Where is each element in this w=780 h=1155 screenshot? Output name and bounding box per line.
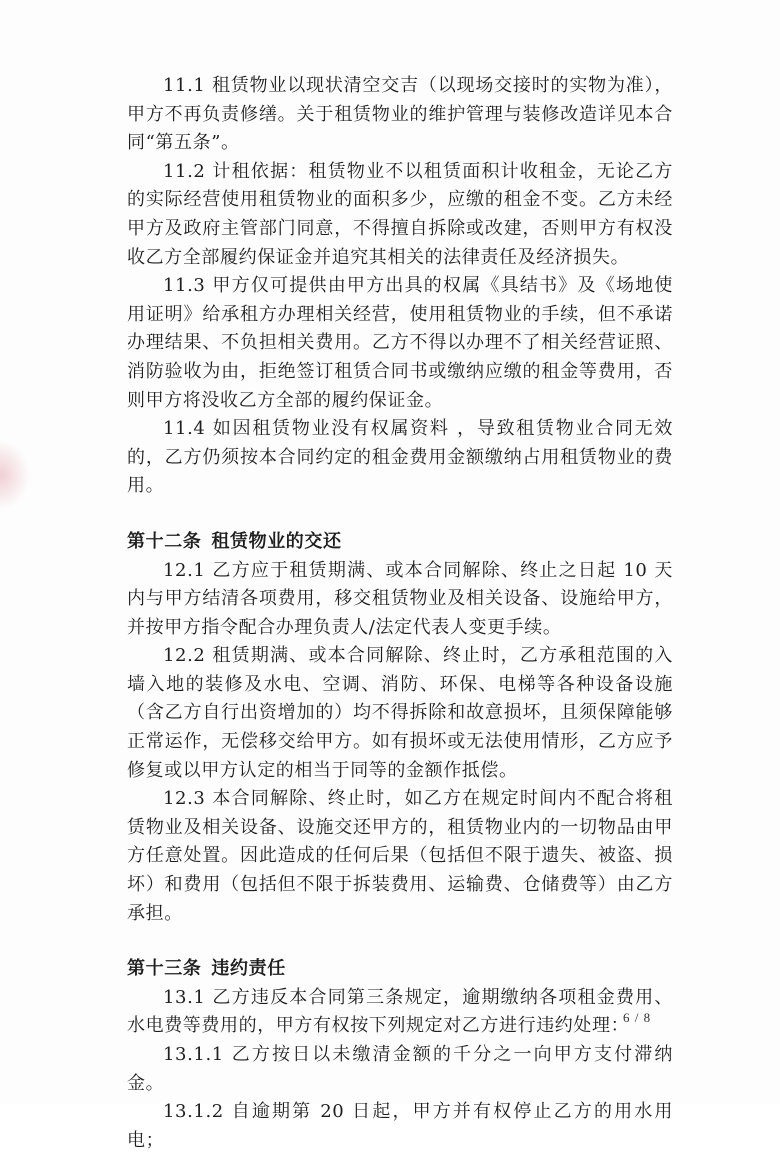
clause-12-2: 12.2 租赁期满、或本合同解除、终止时，乙方承租范围的入墙入地的装修及水电、空调、消防、环保、电梯等各种设备设施（含乙方自行出资增加的）均不得拆除和故意损坏，且须保障能够正常运作，无偿移交给甲方。如有损坏或无法使用情形，乙方应予修复或以甲方认定的相当于同等的金额作抵偿。 xyxy=(127,645,673,781)
clause-13-1: 13.1 乙方违反本合同第三条规定，逾期缴纳各项租金费用、水电费等费用的，甲方有权按下列规定对乙方进行违约处理： xyxy=(127,986,673,1037)
clause-13-1-1: 13.1.1 乙方按日以未缴清金额的千分之一向甲方支付滞纳金。 xyxy=(127,1044,673,1094)
clause-11-1: 11.1 租赁物业以现状清空交吉（以现场交接时的实物为准），甲方不再负责修缮。关于租赁物业的维护管理与装修改造详见本合同“第五条”。 xyxy=(127,75,673,154)
clause-13-1-2: 13.1.2 自逾期第 20 日起，甲方并有权停止乙方的用水用电； xyxy=(127,1101,673,1151)
section-12-heading xyxy=(127,528,673,557)
section-gap xyxy=(127,928,673,955)
section-13-title: 违约责任 xyxy=(211,958,286,980)
clause-11-4: 11.4 如因租赁物业没有权属资料 ，导致租赁物业合同无效的，乙方仍须按本合同约定的租金费用金额缴纳占用租赁物业的费用。 xyxy=(127,418,673,497)
clause-12-3: 12.3 本合同解除、终止时，如乙方在规定时间内不配合将租赁物业及相关设备、设施交还甲方的，租赁物业内的一切物品由甲方任意处置。因此造成的任何后果（包括但不限于遗失、被盗、损坏）和费用（包括但不限于拆装费用、运输费、仓储费等）由乙方承担。 xyxy=(127,788,673,924)
section-13-heading xyxy=(127,955,673,984)
clause-11-2: 11.2 计租依据：租赁物业不以租赁面积计收租金，无论乙方的实际经营使用租赁物业的面积多少，应缴的租金不变。乙方未经甲方及政府主管部门同意，不得擅自拆除或改建，否则甲方有权没收乙方全部履约保证金并追究其相关的法律责任及经济损失。 xyxy=(127,160,673,268)
seal-stamp-edge xyxy=(0,440,30,510)
clause-11-3: 11.3 甲方仅可提供由甲方出具的权属《具结书》及《场地使用证明》给承租方办理相关经营，使用租赁物业的手续，但不承诺办理结果、不负担相关费用。乙方不得以办理不了相关经营证照、消防验收为由，拒绝签订租赁合同书或缴纳应缴的租金等费用，否则甲方将没收乙方全部的履约保证金。 xyxy=(127,275,673,411)
clause-12-1: 12.1 乙方应于租赁期满、或本合同解除、终止之日起 10 天内与甲方结清各项费用，移交租赁物业及相关设备、设施给甲方，并按甲方指令配合办理负责人/法定代表人变更手续。 xyxy=(127,559,673,638)
section-12-title: 租赁物业的交还 xyxy=(211,530,342,552)
document-body xyxy=(127,72,673,1155)
section-gap xyxy=(127,501,673,528)
page-number: 6 / 8 xyxy=(623,1010,652,1025)
section-12-number: 第十二条 xyxy=(127,530,202,552)
section-13-number: 第十三条 xyxy=(127,958,202,980)
